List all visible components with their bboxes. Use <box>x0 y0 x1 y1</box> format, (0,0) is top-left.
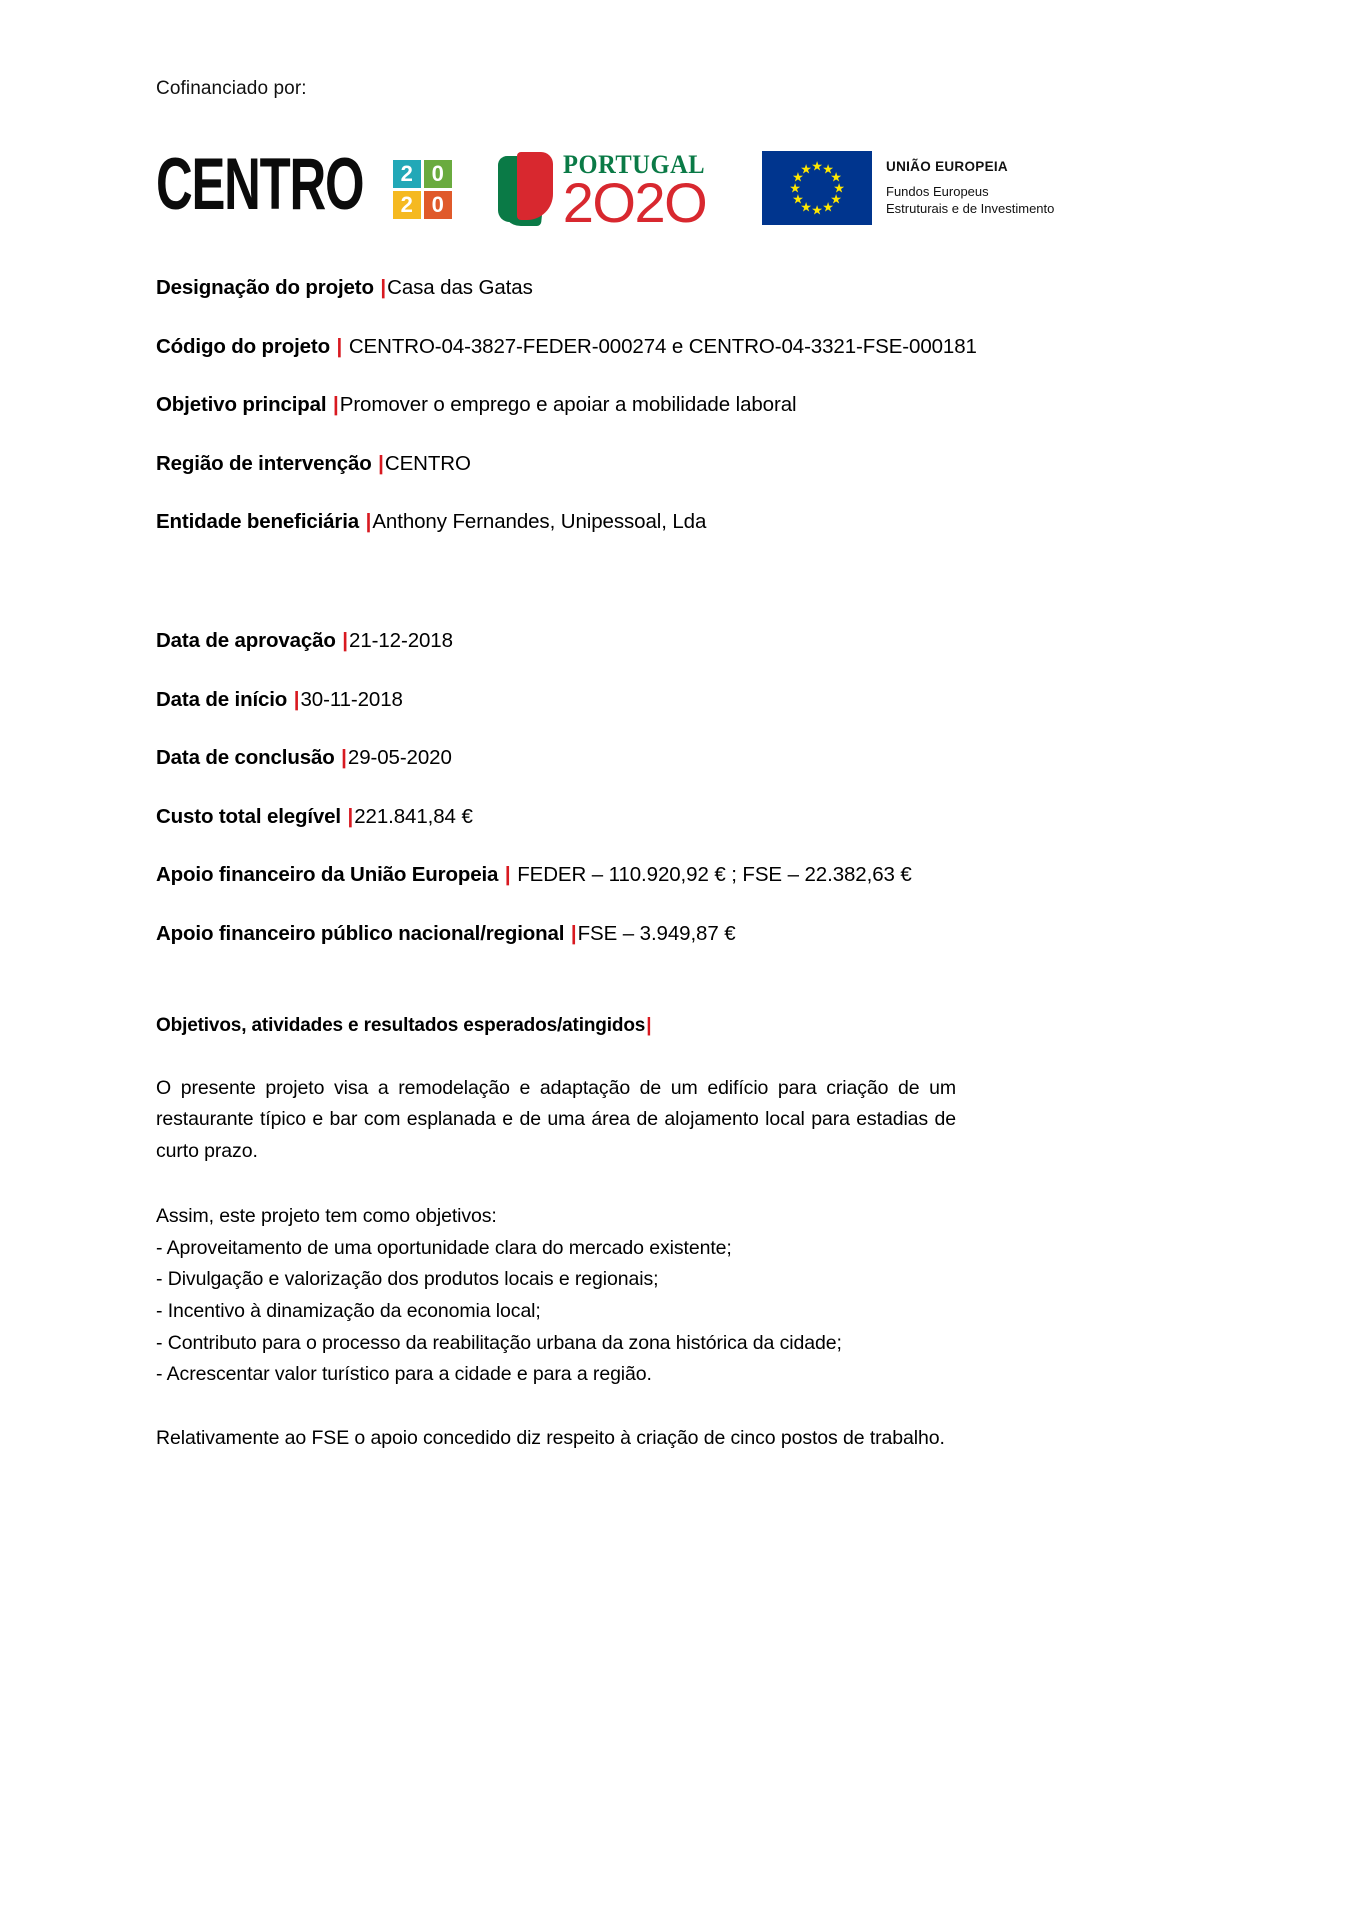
field-label: Data de início <box>156 687 293 711</box>
field-separator: | <box>347 804 354 828</box>
field-value: Promover o emprego e apoiar a mobilidade laboral <box>339 393 797 417</box>
field-label: Designação do projeto <box>156 276 380 299</box>
eu-subtitle-line-2: Estruturais e de Investimento <box>886 201 1055 216</box>
field-label: Apoio financeiro público nacional/regional <box>156 921 570 945</box>
eu-star-icon: ★ <box>800 199 812 215</box>
objectives-paragraph: O presente projeto visa a remodelação e adaptação de um edifício para criação de um restaurante típico e bar com esplanada e de uma área de alojamento local para estadias de curto prazo. <box>156 1076 956 1162</box>
field-row <box>156 393 1208 418</box>
field-value: Anthony Fernandes, Unipessoal, Lda <box>372 510 707 534</box>
objectives-heading <box>156 1015 1208 1037</box>
field-separator: | <box>333 393 339 417</box>
portugal-wordmark: PORTUGAL <box>562 149 705 179</box>
field-separator: | <box>293 687 300 711</box>
centro-square-3: 2 <box>393 191 421 219</box>
field-row <box>156 746 1208 771</box>
objectives-list-item: - Divulgação e valorização dos produtos locais e regionais; <box>156 1268 659 1291</box>
portugal-2020-logo <box>498 148 714 234</box>
centro-square-grid <box>393 160 452 219</box>
centro-square-1: 2 <box>393 160 421 188</box>
field-separator: | <box>342 628 349 652</box>
centro-square-2: 0 <box>424 160 452 188</box>
field-row <box>156 805 1208 830</box>
objectives-closing: Relativamente ao FSE o apoio concedido diz respeito à criação de cinco postos de trabalho. <box>156 1426 945 1449</box>
centro-square-4: 0 <box>424 191 452 219</box>
field-label: Código do projeto <box>156 334 336 358</box>
field-label: Apoio financeiro da União Europeia <box>156 863 504 887</box>
project-fields-group-1 <box>156 276 1208 535</box>
eu-flag-icon <box>762 151 872 225</box>
field-value: 21-12-2018 <box>349 628 453 652</box>
field-row <box>156 688 1208 713</box>
field-value: 30-11-2018 <box>300 687 403 711</box>
eu-star-icon: ★ <box>800 161 812 177</box>
objectives-list-intro: Assim, este projeto tem como objetivos: <box>156 1205 497 1228</box>
centro-wordmark: CENTRO <box>156 143 364 226</box>
eu-star-icon: ★ <box>811 158 823 174</box>
field-label: Região de intervenção <box>156 451 378 475</box>
eu-star-icon: ★ <box>792 169 804 185</box>
field-separator: | <box>504 863 511 887</box>
field-label: Data de conclusão <box>156 746 341 770</box>
objectives-heading-text: Objetivos, atividades e resultados esperados/atingidos <box>156 1014 646 1036</box>
eu-star-icon: ★ <box>811 202 823 218</box>
field-value: FSE – 3.949,87 € <box>577 921 736 945</box>
objectives-list <box>156 1233 1208 1391</box>
field-row <box>156 863 1208 888</box>
objectives-list-item: - Incentivo à dinamização da economia local; <box>156 1300 541 1322</box>
objectives-list-item: - Contributo para o processo da reabilitação urbana da zona histórica da cidade; <box>156 1331 842 1354</box>
fields-gap <box>156 569 1208 621</box>
eu-subtitle-line-1: Fundos Europeus <box>886 183 989 199</box>
portugal-year: 2O2O <box>562 170 707 234</box>
field-separator: | <box>570 921 577 945</box>
portugal-shield-icon <box>498 152 556 226</box>
eu-star-icon: ★ <box>792 191 804 207</box>
field-row <box>156 452 1208 477</box>
field-separator: | <box>380 276 387 299</box>
field-separator: | <box>378 451 384 475</box>
eu-star-icon: ★ <box>822 199 834 215</box>
project-fields-group-2 <box>156 629 1208 947</box>
field-separator: | <box>336 334 343 358</box>
logo-row <box>156 136 1208 234</box>
field-separator: | <box>341 746 347 770</box>
field-label: Objetivo principal <box>156 393 332 417</box>
european-union-logo <box>762 150 1054 226</box>
field-label: Entidade beneficiária <box>156 510 365 534</box>
centro-2020-logo <box>156 143 452 226</box>
field-label: Custo total elegível <box>156 804 347 828</box>
field-row <box>156 922 1208 947</box>
field-value: CENTRO-04-3827-FEDER-000274 e CENTRO-04-3321-FSE-000181 <box>343 334 977 358</box>
field-row <box>156 276 1208 301</box>
cofinanced-by-label: Cofinanciado por: <box>156 78 307 99</box>
field-value: FEDER – 110.920,92 € ; FSE – 22.382,63 € <box>511 863 912 887</box>
field-label: Data de aprovação <box>156 628 342 652</box>
eu-star-icon: ★ <box>822 161 834 177</box>
field-value: CENTRO <box>384 451 471 475</box>
field-value: 29-05-2020 <box>347 746 452 770</box>
eu-star-icon: ★ <box>833 180 845 196</box>
objectives-list-item: - Aproveitamento de uma oportunidade clara do mercado existente; <box>156 1236 732 1259</box>
field-row <box>156 335 1208 360</box>
objectives-heading-separator: | <box>646 1014 652 1036</box>
objectives-list-item: - Acrescentar valor turístico para a cidade e para a região. <box>156 1363 652 1386</box>
field-value: 221.841,84 € <box>354 804 473 828</box>
field-value: Casa das Gatas <box>387 276 533 299</box>
eu-star-icon: ★ <box>830 169 842 185</box>
eu-star-icon: ★ <box>830 191 842 207</box>
field-row <box>156 629 1208 654</box>
field-row <box>156 510 1208 535</box>
eu-title: UNIÃO EUROPEIA <box>886 158 1008 174</box>
field-separator: | <box>365 510 372 534</box>
eu-star-icon: ★ <box>789 180 801 196</box>
